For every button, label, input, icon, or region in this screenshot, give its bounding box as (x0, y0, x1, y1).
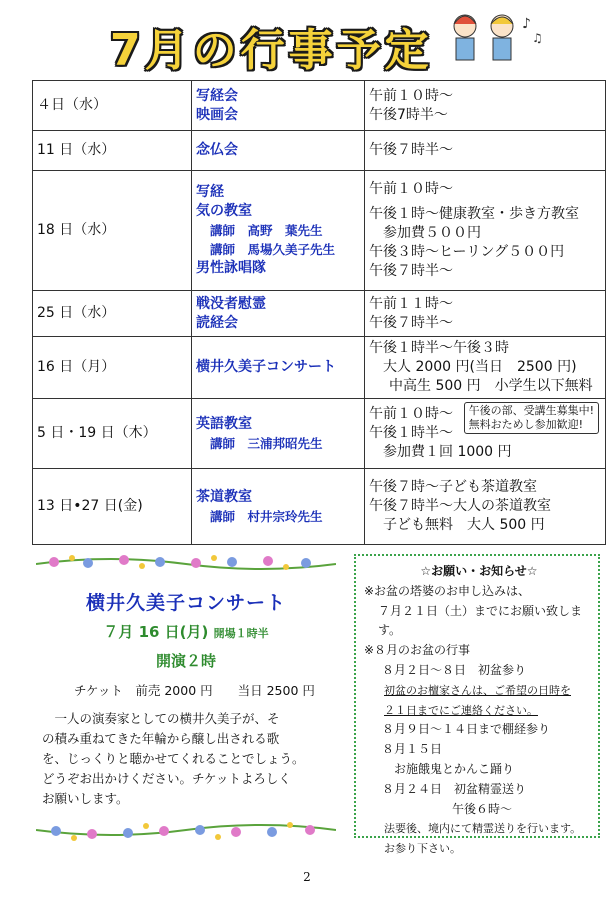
notice-line: ７月２１日（土）までにお願い致します。 (378, 603, 583, 638)
flower-garland-top (36, 550, 336, 576)
notice-line: 午後６時～ (452, 801, 513, 816)
time-label: 午後１時～健康教室・歩き方教室 (369, 206, 579, 222)
note-line: 午後の部、受講生募集中! (468, 404, 594, 417)
page-title: 7月の行事予定 (110, 25, 433, 76)
date-cell: 13 日•27 日(金) (33, 469, 192, 545)
concert-open-time: 開場１時半 (213, 627, 269, 640)
time-label: 参加費１回 1000 円 (383, 444, 512, 460)
lecturer-label: 講師 高野 葉先生 (210, 223, 323, 238)
lecturer-label: 講師 馬場久美子先生 (210, 242, 336, 257)
concert-ticket: チケット 前売 2000 円 当日 2500 円 (74, 683, 315, 698)
time-label: 参加費５００円 (383, 225, 481, 241)
lecturer-label: 講師 三浦邦昭先生 (210, 435, 323, 451)
time-label: 中高生 500 円 小学生以下無料 (389, 378, 593, 394)
svg-text:♫: ♫ (532, 31, 543, 45)
table-row (33, 81, 606, 131)
event-label: 写経 (196, 184, 224, 200)
time-label: 子ども無料 大人 500 円 (383, 517, 545, 533)
notice-title: ☆お願い・お知らせ☆ (420, 564, 538, 578)
time-label: 午後７時半～ (369, 263, 453, 279)
event-label: 気の教室 (196, 203, 252, 219)
lecturer-label: 講師 村井宗玲先生 (210, 508, 323, 524)
table-row (33, 291, 606, 337)
concert-description (36, 709, 336, 809)
time-label: 午後７時半～ (369, 142, 453, 158)
date-cell: ４日（水） (33, 81, 192, 131)
notice-line: 法要後、境内にて精霊送りを行います。 (384, 822, 582, 836)
table-row (33, 171, 606, 291)
notice-box (354, 554, 600, 856)
page-number: 2 (303, 870, 311, 884)
time-label: 大人 2000 円(当日 2500 円) (383, 359, 577, 375)
table-row (33, 469, 606, 545)
description-line: を、じっくりと聴かせてくれることでしょう。 (42, 751, 305, 766)
notice-line: ２１日までにご連絡ください。 (384, 703, 538, 717)
time-label: 午前１０時～ (369, 406, 453, 422)
date-cell: 18 日（水） (33, 171, 192, 291)
description-line: の積み重ねてきた年輪から醸し出される歌 (42, 731, 280, 746)
event-label: 男性詠唱隊 (196, 260, 266, 276)
notice-line: ※８月のお盆の行事 (364, 643, 471, 658)
event-label: 戦没者慰霊 (196, 295, 266, 312)
time-label: 午前１１時～ (369, 295, 453, 312)
schedule-table (32, 80, 606, 545)
date-cell: 16 日（月） (33, 337, 192, 399)
recruitment-note (464, 402, 599, 434)
time-label: 午後７時～子ども茶道教室 (369, 479, 537, 495)
notice-line: ※お盆の塔婆のお申し込みは、 (364, 583, 531, 598)
table-row (33, 399, 606, 469)
notice-line: 初盆のお檀家さんは、ご希望の日時を (384, 683, 571, 697)
time-label: 午後７時半～ (369, 314, 453, 331)
notice-line: ８月９日～１４日まで棚経参り (382, 722, 551, 737)
children-illustration (440, 8, 550, 68)
time-label: 午後７時半～大人の茶道教室 (369, 498, 551, 514)
time-label: 午前１０時～ (369, 181, 453, 197)
event-label: 念仏会 (196, 142, 238, 158)
time-label: 午後３時～ヒーリング５００円 (369, 244, 565, 260)
event-label: 横井久美子コンサート (196, 359, 336, 375)
notice-line: お施餓鬼とかんこ踊り (394, 761, 515, 776)
concert-date: ７月 16 日(月) (103, 623, 209, 641)
date-cell: 5 日・19 日（木） (33, 399, 192, 469)
event-label: 写経会 (196, 87, 238, 104)
date-cell: 25 日（水） (33, 291, 192, 337)
notice-line: お参り下さい。 (384, 842, 461, 856)
notice-lines (364, 582, 594, 859)
time-label: 午前１０時～ (369, 87, 453, 104)
concert-start-time: 開演２時 (155, 652, 216, 670)
table-row (33, 131, 606, 171)
table-row (33, 337, 606, 399)
time-label: 午後１時半～ (369, 425, 453, 441)
notice-line: ８月１５日 (382, 742, 443, 757)
time-label: 午後１時半～午後３時 (369, 340, 509, 356)
concert-title: 横井久美子コンサート (85, 592, 286, 614)
svg-text:♪: ♪ (522, 16, 531, 32)
date-cell: 11 日（水） (33, 131, 192, 171)
event-label: 英語教室 (196, 415, 252, 432)
time-label: 午後7時半～ (369, 106, 448, 123)
concert-panel (36, 588, 336, 809)
note-line: 無料おためし参加歓迎! (468, 418, 583, 431)
description-line: どうぞお出かけください。チケットよろしく (42, 771, 291, 786)
event-label: 映画会 (196, 106, 238, 123)
event-label: 読経会 (196, 314, 238, 331)
notice-line: ８月２日～８日 初盆参り (382, 662, 527, 677)
description-line: 一人の演奏家としての横井久美子が、そ (42, 711, 280, 726)
event-label: 茶道教室 (196, 488, 252, 505)
flower-garland-bottom (36, 818, 336, 844)
description-line: お願いします。 (42, 791, 129, 806)
notice-line: ８月２４日 初盆精霊送り (382, 781, 527, 796)
